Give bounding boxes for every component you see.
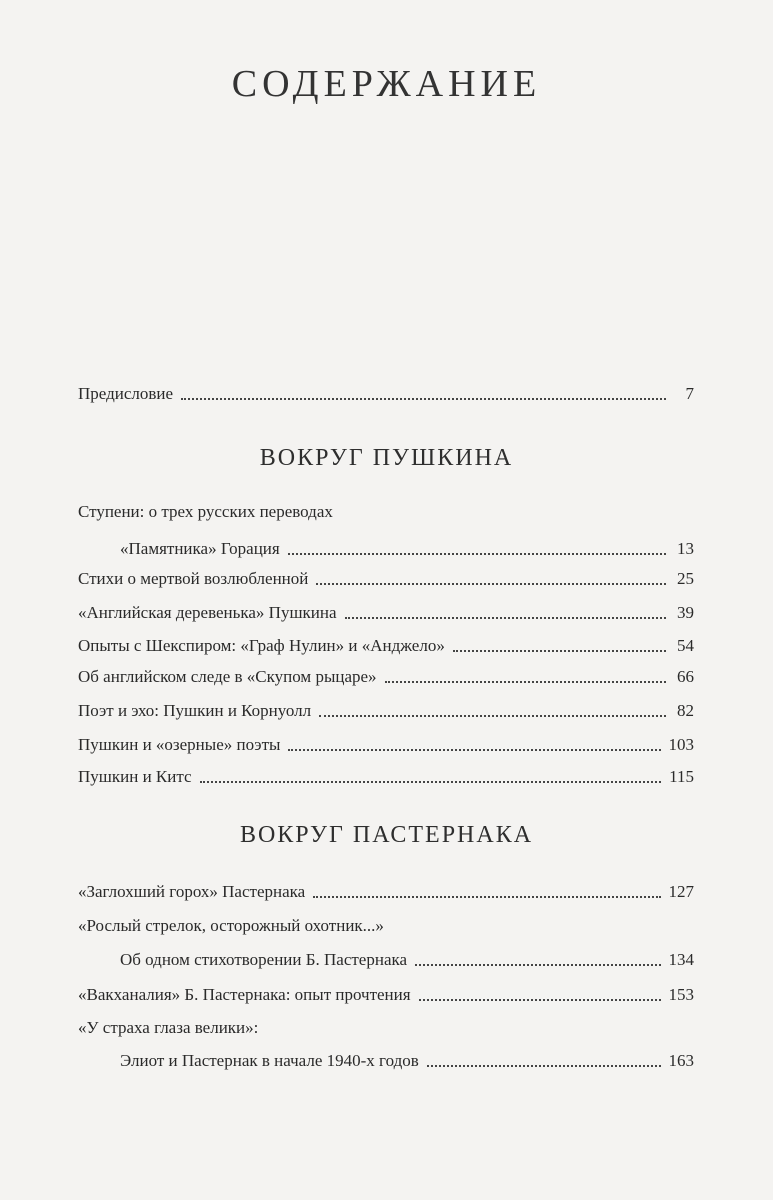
toc-entry — [120, 535, 694, 563]
dot-leader — [181, 398, 666, 400]
page-number: 25 — [677, 569, 694, 588]
page-number: 103 — [668, 735, 694, 754]
toc-entry — [78, 599, 694, 627]
dot-leader — [313, 896, 660, 898]
page-title: СОДЕРЖАНИЕ — [231, 63, 542, 105]
page-number: 39 — [677, 603, 694, 622]
entry-label: Поэт и эхо: Пушкин и Корнуолл — [78, 701, 312, 720]
entry-label: Опыты с Шекспиром: «Граф Нулин» и «Анджело» — [78, 636, 445, 655]
page-number: 134 — [668, 950, 694, 969]
entry-label-line2: Об одном стихотворении Б. Пастернака — [120, 950, 408, 969]
page-number: 7 — [685, 384, 694, 403]
dot-leader — [419, 999, 661, 1001]
toc-entry — [78, 632, 694, 660]
page-number: 82 — [677, 701, 694, 720]
dot-leader — [288, 553, 666, 555]
toc-entry — [78, 878, 694, 906]
entry-label-line2: «Памятника» Горация — [120, 539, 280, 558]
toc-entry — [120, 946, 694, 974]
page-number: 127 — [668, 882, 694, 901]
dot-leader — [427, 1065, 661, 1067]
toc-entry — [78, 697, 694, 725]
dot-leader — [415, 964, 660, 966]
dot-leader — [288, 749, 660, 751]
page-number: 54 — [677, 636, 694, 655]
dot-leader — [316, 583, 666, 585]
page-number: 115 — [669, 767, 694, 786]
toc-entry — [78, 565, 694, 593]
entry-label: «Вакханалия» Б. Пастернака: опыт прочтения — [78, 985, 411, 1004]
entry-label: Об английском следе в «Скупом рыцаре» — [78, 667, 377, 686]
page-number: 163 — [668, 1051, 694, 1070]
entry-label: Пушкин и «озерные» поэты — [78, 735, 281, 754]
toc-entry — [78, 763, 694, 791]
section-heading: ВОКРУГ ПАСТЕРНАКА — [239, 822, 534, 848]
toc-entry-preface — [78, 380, 694, 408]
toc-entry — [120, 1047, 694, 1075]
page-number: 66 — [677, 667, 694, 686]
dot-leader — [319, 715, 666, 717]
section-heading: ВОКРУГ ПУШКИНА — [259, 445, 514, 471]
page-number: 13 — [677, 539, 694, 558]
entry-label: Стихи о мертвой возлюбленной — [78, 569, 309, 588]
entry-label-line1: «Рослый стрелок, осторожный охотник...» — [78, 916, 384, 935]
entry-label: Предисловие — [78, 384, 174, 403]
dot-leader — [345, 617, 666, 619]
toc-entry — [78, 981, 694, 1009]
dot-leader — [385, 681, 666, 683]
entry-label-line1: Ступени: о трех русских переводах — [78, 502, 333, 521]
entry-label-line2: Элиот и Пастернак в начале 1940-х годов — [120, 1051, 419, 1070]
dot-leader — [453, 650, 666, 652]
entry-label: «Английская деревенька» Пушкина — [78, 603, 337, 622]
page-number: 153 — [668, 985, 694, 1004]
toc-entry — [78, 663, 694, 691]
entry-label-line1: «У страха глаза велики»: — [78, 1018, 259, 1037]
dot-leader — [200, 781, 662, 783]
toc-entry — [78, 731, 694, 759]
entry-label: Пушкин и Китс — [78, 767, 192, 786]
entry-label: «Заглохший горох» Пастернака — [78, 882, 306, 901]
